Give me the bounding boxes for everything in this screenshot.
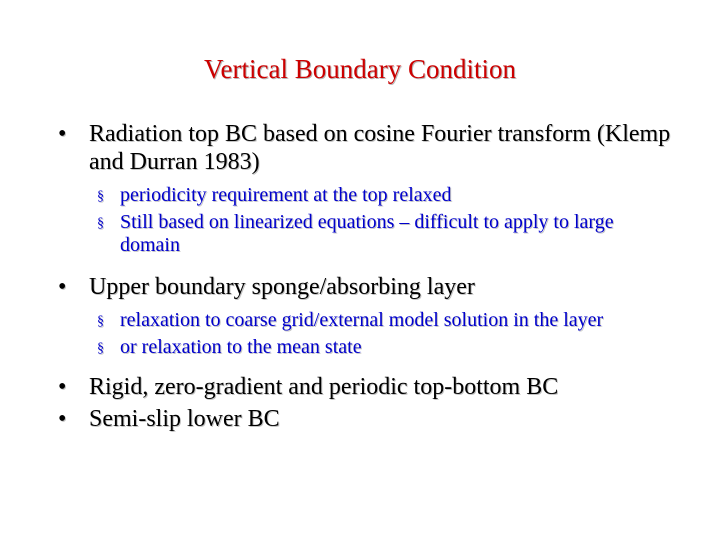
bullet-text: Radiation top BC based on cosine Fourier transform (Klemp and Durran 1983) <box>89 121 671 175</box>
bullet-marker: • <box>58 274 67 300</box>
sub-item-relaxation-mean <box>89 336 678 359</box>
bullet-marker: • <box>58 121 67 147</box>
sub-item-linearized <box>89 211 678 257</box>
bullet-marker: • <box>58 406 67 432</box>
bullet-item-sponge <box>58 273 678 301</box>
sub-list <box>58 184 678 257</box>
sub-bullet-marker: § <box>97 189 104 204</box>
bullet-list <box>58 120 678 433</box>
sub-item-text: or relaxation to the mean state <box>120 336 362 358</box>
slide-title: Vertical Boundary Condition <box>204 54 516 84</box>
sub-item-text: relaxation to coarse grid/external model solution in the layer <box>120 309 604 331</box>
sub-list <box>58 309 678 359</box>
bullet-item-rigid <box>58 373 678 401</box>
sub-bullet-marker: § <box>97 341 104 356</box>
sub-item-text: Still based on linearized equations – difficult to apply to large domain <box>120 211 614 256</box>
sub-item-relaxation-coarse <box>89 309 678 332</box>
bullet-item-semi-slip <box>58 405 678 433</box>
sub-item-text: periodicity requirement at the top relaxed <box>120 184 452 206</box>
sub-bullet-marker: § <box>97 216 104 231</box>
bullet-marker: • <box>58 374 67 400</box>
bullet-text: Rigid, zero-gradient and periodic top-bottom BC <box>89 374 559 400</box>
bullet-text: Semi-slip lower BC <box>89 406 280 432</box>
sub-bullet-marker: § <box>97 314 104 329</box>
bullet-text: Upper boundary sponge/absorbing layer <box>89 274 475 300</box>
sub-item-periodicity <box>89 184 678 207</box>
bullet-item-radiation <box>58 120 678 176</box>
